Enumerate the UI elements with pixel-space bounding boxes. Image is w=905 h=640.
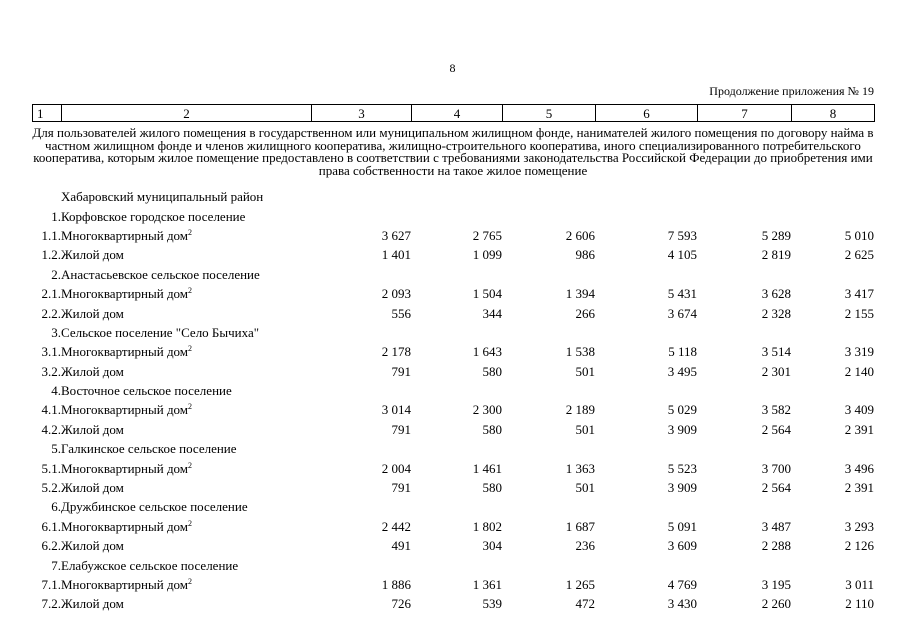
value-cell: 791 xyxy=(391,480,411,496)
value-cell: 1 401 xyxy=(381,247,411,263)
value-cell: 236 xyxy=(575,538,595,554)
value-cell: 3 319 xyxy=(844,344,875,360)
settlement-name: Елабужское сельское поселение xyxy=(61,557,239,573)
header-col-5: 5 xyxy=(503,105,596,122)
row-number: 6.2. xyxy=(41,538,61,554)
row-number: 5.2. xyxy=(41,480,61,496)
value-cell: 580 xyxy=(482,480,502,496)
row-number: 7.2. xyxy=(41,596,61,612)
value-cell: 5 091 xyxy=(667,518,697,534)
value-cell: 2 442 xyxy=(381,518,411,534)
row-label xyxy=(61,362,311,381)
row-number: 2.1. xyxy=(41,286,61,302)
district-row xyxy=(32,187,874,206)
value-cell: 1 394 xyxy=(565,286,595,302)
value-cell: 1 687 xyxy=(565,518,595,534)
value-cell: 2 765 xyxy=(472,227,502,243)
row-number: 3.1. xyxy=(41,344,61,360)
value-cell: 2 155 xyxy=(844,305,875,321)
value-cell: 2 625 xyxy=(844,247,875,263)
settlement-number: 1. xyxy=(51,208,61,224)
row-label-text: Жилой дом xyxy=(61,421,124,437)
value-cell: 5 289 xyxy=(761,227,791,243)
settlement-row xyxy=(32,439,874,458)
row-label-text: Многоквартирный дом xyxy=(61,227,189,243)
tariff-table xyxy=(32,187,874,614)
continuation-label: Продолжение приложения № 19 xyxy=(709,84,874,98)
row-label-text: Жилой дом xyxy=(61,247,124,263)
value-cell: 2 819 xyxy=(761,247,791,263)
value-cell: 501 xyxy=(575,363,595,379)
row-number: 3.2. xyxy=(41,363,61,379)
footnote-mark: 2 xyxy=(188,577,193,586)
row-number: 2.2. xyxy=(41,305,61,321)
tariff-table-body xyxy=(32,187,874,614)
settlement-row xyxy=(32,206,874,225)
value-cell: 344 xyxy=(482,305,502,321)
value-cell: 266 xyxy=(575,305,595,321)
value-cell: 2 300 xyxy=(472,402,502,418)
value-cell: 2 260 xyxy=(761,596,791,612)
settlement-number: 3. xyxy=(51,324,61,340)
row-label-text: Многоквартирный дом xyxy=(61,344,189,360)
value-cell: 2 093 xyxy=(381,286,411,302)
column-number-header xyxy=(32,104,875,122)
value-cell: 2 189 xyxy=(565,402,595,418)
row-label xyxy=(61,517,311,536)
settlement-row xyxy=(32,265,874,284)
value-cell: 3 495 xyxy=(667,363,697,379)
value-cell: 5 523 xyxy=(667,460,697,476)
table-row xyxy=(32,362,874,381)
value-cell: 580 xyxy=(482,363,502,379)
value-cell: 1 361 xyxy=(472,577,502,592)
value-cell: 3 909 xyxy=(667,480,697,496)
header-col-7: 7 xyxy=(698,105,792,122)
value-cell: 5 010 xyxy=(844,227,875,243)
value-cell: 3 293 xyxy=(844,518,875,534)
settlement-number: 2. xyxy=(51,266,61,282)
value-cell: 2 301 xyxy=(761,363,791,379)
header-col-1: 1 xyxy=(33,105,62,122)
value-cell: 580 xyxy=(482,421,502,437)
value-cell: 3 417 xyxy=(844,286,875,302)
row-label xyxy=(61,536,311,555)
value-cell: 791 xyxy=(391,421,411,437)
header-col-8: 8 xyxy=(792,105,875,122)
row-label-text: Многоквартирный дом xyxy=(61,402,189,418)
header-col-6: 6 xyxy=(596,105,698,122)
settlement-name: Галкинское сельское поселение xyxy=(61,441,237,457)
value-cell: 2 564 xyxy=(761,480,791,496)
value-cell: 1 099 xyxy=(472,247,502,263)
value-cell: 3 487 xyxy=(761,518,791,534)
value-cell: 3 627 xyxy=(381,227,411,243)
value-cell: 3 496 xyxy=(844,460,875,476)
settlement-name: Корфовское городское поселение xyxy=(61,208,246,224)
table-row xyxy=(32,400,874,419)
value-cell: 304 xyxy=(482,538,502,554)
row-number: 4.1. xyxy=(41,402,61,418)
row-label-text: Жилой дом xyxy=(61,596,124,612)
table-row xyxy=(32,458,874,477)
page-number: 8 xyxy=(449,61,456,75)
value-cell: 556 xyxy=(391,305,411,321)
header-col-4: 4 xyxy=(412,105,503,122)
row-number: 1.1. xyxy=(41,227,61,243)
value-cell: 2 391 xyxy=(844,421,875,437)
table-row xyxy=(32,303,874,322)
value-cell: 5 431 xyxy=(667,286,697,302)
value-cell: 3 430 xyxy=(667,596,697,612)
value-cell: 491 xyxy=(391,538,411,554)
header-col-2: 2 xyxy=(62,105,312,122)
row-label-text: Многоквартирный дом xyxy=(61,460,189,476)
footnote-mark: 2 xyxy=(188,518,193,528)
row-label xyxy=(61,245,311,264)
settlement-name: Восточное сельское поселение xyxy=(61,383,232,399)
table-row xyxy=(32,226,874,245)
value-cell: 2 126 xyxy=(844,538,875,554)
row-label-text: Жилой дом xyxy=(61,538,124,554)
value-cell: 726 xyxy=(391,596,411,612)
row-label xyxy=(61,226,311,245)
settlement-number: 6. xyxy=(51,499,61,515)
table-row xyxy=(32,420,874,439)
value-cell: 1 802 xyxy=(472,518,502,534)
settlement-row xyxy=(32,323,874,342)
footnote-mark: 2 xyxy=(188,286,193,296)
row-number: 1.2. xyxy=(41,247,61,263)
value-cell: 501 xyxy=(575,480,595,496)
row-label xyxy=(61,400,311,419)
settlement-row xyxy=(32,381,874,400)
header-col-3: 3 xyxy=(312,105,412,122)
value-cell: 4 105 xyxy=(667,247,697,263)
settlement-name: Анастасьевское сельское поселение xyxy=(61,266,260,282)
row-label xyxy=(61,458,311,477)
footnote-mark: 2 xyxy=(188,227,193,237)
value-cell: 3 195 xyxy=(761,577,791,592)
row-label-text: Многоквартирный дом xyxy=(61,577,189,592)
value-cell: 986 xyxy=(575,247,595,263)
value-cell: 3 011 xyxy=(845,577,875,592)
value-cell: 2 004 xyxy=(381,460,411,476)
row-label xyxy=(61,420,311,439)
row-label xyxy=(61,575,311,594)
row-label xyxy=(61,478,311,497)
value-cell: 3 609 xyxy=(667,538,697,554)
row-label-text: Жилой дом xyxy=(61,305,124,321)
value-cell: 1 461 xyxy=(472,460,502,476)
value-cell: 1 643 xyxy=(472,344,502,360)
intro-paragraph: Для пользователей жилого помещения в государственном или муниципальном жилищном фонде, нанимателей жилого помещения по договору найма в частном жилищном фонде и членов жилищного кооператива, жилищно-строительного кооператива, иного специализированного потребительского кооператива, которым жилое помещение предоставлено в соответствии с требованиями законодательства Российской Федерации до приобретения ими права собственности на такое жилое помещение xyxy=(32,125,874,178)
row-label xyxy=(61,594,311,613)
row-number: 7.1. xyxy=(41,577,61,592)
settlement-row xyxy=(32,555,874,574)
table-row xyxy=(32,342,874,361)
table-row xyxy=(32,517,874,536)
settlement-row xyxy=(32,497,874,516)
footnote-mark: 2 xyxy=(188,402,193,412)
value-cell: 2 391 xyxy=(844,480,875,496)
value-cell: 2 328 xyxy=(761,305,791,321)
value-cell: 1 265 xyxy=(565,577,595,592)
table-row xyxy=(32,575,874,594)
value-cell: 791 xyxy=(391,363,411,379)
settlement-number: 7. xyxy=(51,557,61,573)
table-row xyxy=(32,284,874,303)
value-cell: 2 178 xyxy=(381,344,411,360)
value-cell: 3 700 xyxy=(761,460,791,476)
value-cell: 2 606 xyxy=(565,227,595,243)
row-label-text: Жилой дом xyxy=(61,363,124,379)
value-cell: 4 769 xyxy=(667,577,697,592)
row-label-text: Многоквартирный дом xyxy=(61,518,189,534)
value-cell: 5 118 xyxy=(668,344,697,360)
row-label xyxy=(61,303,311,322)
table-row xyxy=(32,245,874,264)
row-label xyxy=(61,284,311,303)
value-cell: 7 593 xyxy=(667,227,697,243)
settlement-name: Сельское поселение "Село Бычиха" xyxy=(61,324,260,340)
footnote-mark: 2 xyxy=(188,460,193,470)
table-row xyxy=(32,594,874,613)
value-cell: 1 504 xyxy=(472,286,502,302)
value-cell: 1 886 xyxy=(381,577,411,592)
value-cell: 2 288 xyxy=(761,538,791,554)
value-cell: 3 514 xyxy=(761,344,791,360)
value-cell: 2 564 xyxy=(761,421,791,437)
value-cell: 3 909 xyxy=(667,421,697,437)
row-label xyxy=(61,342,311,361)
row-number: 5.1. xyxy=(41,460,61,476)
value-cell: 2 140 xyxy=(844,363,875,379)
value-cell: 539 xyxy=(482,596,502,612)
footnote-mark: 2 xyxy=(188,344,193,354)
district-name: Хабаровский муниципальный район xyxy=(61,189,264,205)
row-label-text: Многоквартирный дом xyxy=(61,286,189,302)
value-cell: 472 xyxy=(575,596,595,612)
value-cell: 3 628 xyxy=(761,286,791,302)
settlement-number: 4. xyxy=(51,383,61,399)
value-cell: 3 674 xyxy=(667,305,697,321)
value-cell: 1 538 xyxy=(565,344,595,360)
settlement-name: Дружбинское сельское поселение xyxy=(61,499,248,515)
row-number: 6.1. xyxy=(41,518,61,534)
value-cell: 3 409 xyxy=(844,402,875,418)
row-label-text: Жилой дом xyxy=(61,480,124,496)
table-row xyxy=(32,478,874,497)
value-cell: 1 363 xyxy=(565,460,595,476)
value-cell: 5 029 xyxy=(667,402,697,418)
value-cell: 2 110 xyxy=(845,596,875,612)
table-row xyxy=(32,536,874,555)
value-cell: 501 xyxy=(575,421,595,437)
value-cell: 3 582 xyxy=(761,402,791,418)
settlement-number: 5. xyxy=(51,441,61,457)
row-number: 4.2. xyxy=(41,421,61,437)
value-cell: 3 014 xyxy=(381,402,411,418)
